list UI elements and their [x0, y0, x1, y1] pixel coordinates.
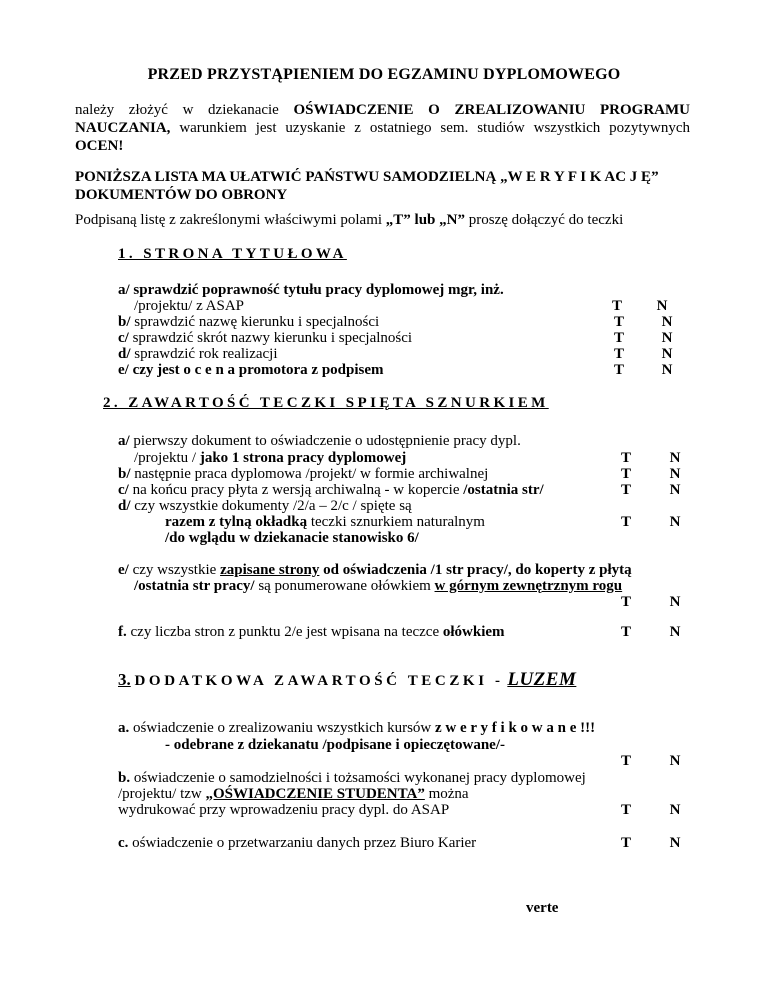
s2-item-f-text: czy liczba stron z punktu 2/e jest wpisana na teczce: [126, 624, 443, 640]
s1-item-d-label: d/: [118, 346, 131, 362]
s1-item-d-text: sprawdzić rok realizacji: [130, 346, 278, 362]
s2-f-mark-t[interactable]: T: [620, 624, 631, 640]
s2-b-mark-n[interactable]: N: [669, 466, 681, 482]
s3-b-mark-n[interactable]: N: [669, 802, 681, 818]
s3-item-b-line3: wydrukować przy wprowadzeniu pracy dypl. do ASAP: [118, 802, 450, 818]
s3-c-mark-t[interactable]: T: [620, 835, 631, 851]
checklist-heading-line1: PONIŻSZA LISTA MA UŁATWIĆ PAŃSTWU SAMODZIELNĄ „W E R Y F I K AC J Ę”: [75, 169, 659, 185]
s1-b-mark-n[interactable]: N: [661, 314, 673, 330]
s2-item-d-label: d/: [118, 498, 131, 514]
section1-heading: 1. STRONA TYTUŁOWA: [118, 246, 347, 262]
s1-b-mark-t[interactable]: T: [613, 314, 624, 330]
s2-item-e-text: czy wszystkie: [128, 562, 221, 578]
intro-text-continued: warunkiem jest uzyskanie z ostatniego sem. studiów wszystkich pozytywnych: [170, 120, 690, 136]
s3-item-a-bold: z w e r y f i k o w a n e !!!: [435, 720, 596, 736]
s1-d-mark-n[interactable]: N: [661, 346, 673, 362]
s1-d-mark-t[interactable]: T: [613, 346, 624, 362]
s3-item-a-text: oświadczenie o zrealizowaniu wszystkich kursów: [129, 720, 435, 736]
s2-e-mark-n[interactable]: N: [669, 594, 681, 610]
s2-item-c-label: c/: [118, 482, 129, 498]
s2-e-mark-t[interactable]: T: [620, 594, 631, 610]
instruction-text-end: proszę dołączyć do teczki: [464, 212, 624, 228]
s2-item-b-label: b/: [118, 466, 131, 482]
s2-d-mark-t[interactable]: T: [620, 514, 631, 530]
s2-item-f-label: f.: [118, 624, 127, 640]
s1-item-c-text: sprawdzić skrót nazwy kierunku i specjalności: [128, 330, 413, 346]
s2-f-mark-n[interactable]: N: [669, 624, 681, 640]
s2-d-mark-n[interactable]: N: [669, 514, 681, 530]
s3-item-b-line2-end: można: [424, 786, 469, 802]
s3-item-b-label: b.: [118, 770, 131, 786]
s2-c-mark-n[interactable]: N: [669, 482, 681, 498]
s2-item-a-line2-text: /projektu /: [134, 450, 200, 466]
s2-item-e-underlined: zapisane strony: [220, 562, 320, 578]
s1-item-b-label: b/: [118, 314, 131, 330]
s2-item-a-line2-bold: jako 1 strona pracy dyplomowej: [199, 450, 407, 466]
s1-item-b-text: sprawdzić nazwę kierunku i specjalności: [130, 314, 380, 330]
section3-heading: [118, 669, 576, 692]
intro-grades: OCEN!: [75, 138, 124, 154]
s1-c-mark-t[interactable]: T: [613, 330, 624, 346]
s2-b-mark-t[interactable]: T: [620, 466, 631, 482]
s2-item-e-label: e/: [118, 562, 129, 578]
s3-item-a-line1: [118, 719, 595, 737]
section3-luzem: LUZEM: [507, 669, 577, 690]
s1-c-mark-n[interactable]: N: [661, 330, 673, 346]
section3-number: 3.: [118, 670, 131, 689]
s2-item-d-line2-text: teczki sznurkiem naturalnym: [307, 514, 485, 530]
s2-c-mark-t[interactable]: T: [620, 482, 631, 498]
s1-a-mark-t[interactable]: T: [611, 298, 622, 314]
s2-item-e-line2-text: są ponumerowane ołówkiem: [254, 578, 435, 594]
intro-text: należy złożyć w dziekanacie: [75, 102, 294, 118]
s2-item-c-text: na końcu pracy płyta z wersją archiwalną - w kopercie: [128, 482, 464, 498]
s3-item-c-label: c.: [118, 835, 129, 851]
s3-item-c: [118, 834, 476, 852]
instruction-marks: „T” lub „N”: [385, 212, 465, 228]
s1-item-a-line2: /projektu/ z ASAP: [134, 298, 245, 314]
s3-a-mark-t[interactable]: T: [620, 753, 631, 769]
s1-e-mark-n[interactable]: N: [661, 362, 673, 378]
checklist-heading-line2: DOKUMENTÓW DO OBRONY: [75, 187, 288, 203]
s2-item-a-text: pierwszy dokument to oświadczenie o udostępnienie pracy dypl.: [129, 433, 521, 449]
s2-item-c-bold: /ostatnia str/: [463, 482, 544, 498]
s3-item-b-line2-underlined: „OŚWIADCZENIE STUDENTA”: [205, 786, 425, 802]
s2-item-b-text: następnie praca dyplomowa /projekt/ w formie archiwalnej: [130, 466, 489, 482]
s2-item-e-bold: od oświadczenia /1 str pracy/, do koperty z płytą: [319, 562, 632, 578]
section3-title: DODATKOWA ZAWARTOŚĆ TECZKI -: [134, 673, 504, 689]
s2-a-mark-t[interactable]: T: [620, 450, 631, 466]
s3-item-c-text: oświadczenie o przetwarzaniu danych przez Biuro Karier: [128, 835, 477, 851]
s3-item-a-line2: - odebrane z dziekanatu /podpisane i opieczętowane/-: [165, 737, 505, 753]
s1-e-mark-t[interactable]: T: [613, 362, 624, 378]
s2-item-d-text: czy wszystkie dokumenty /2/a – 2/c / spięte są: [130, 498, 412, 514]
instruction-line: [75, 211, 623, 229]
s2-item-e-line2-underlined: w górnym zewnętrznym rogu: [434, 578, 623, 594]
s1-item-e: e/ czy jest o c e n a promotora z podpisem: [118, 362, 384, 378]
instruction-text: Podpisaną listę z zakreślonymi właściwymi polami: [75, 212, 386, 228]
s3-a-mark-n[interactable]: N: [669, 753, 681, 769]
section2-heading: 2. ZAWARTOŚĆ TECZKI SPIĘTA SZNURKIEM: [103, 395, 549, 411]
s2-item-d-line3: /do wglądu w dziekanacie stanowisko 6/: [165, 530, 419, 546]
page-title: PRZED PRZYSTĄPIENIEM DO EGZAMINU DYPLOMOWEGO: [147, 66, 621, 83]
s3-item-a-label: a.: [118, 720, 130, 736]
s3-c-mark-n[interactable]: N: [669, 835, 681, 851]
s2-item-a-label: a/: [118, 433, 130, 449]
s1-item-c-label: c/: [118, 330, 129, 346]
s3-b-mark-t[interactable]: T: [620, 802, 631, 818]
s2-a-mark-n[interactable]: N: [669, 450, 681, 466]
s2-item-f-bold: ołówkiem: [442, 624, 505, 640]
s3-item-b-text: oświadczenie o samodzielności i tożsamości wykonanej pracy dyplomowej: [130, 770, 586, 786]
footer-verte: verte: [526, 900, 559, 916]
s2-item-f: [118, 623, 505, 641]
s3-item-b-line2-text: /projektu/ tzw: [118, 786, 206, 802]
s2-item-d-line2-bold: razem z tylną okładką: [165, 514, 308, 530]
intro-paragraph: [75, 101, 690, 155]
s2-item-e-line2-bold: /ostatnia str pracy/: [134, 578, 255, 594]
s2-item-a-line1: [118, 432, 521, 450]
s1-item-a-line1: a/ sprawdzić poprawność tytułu pracy dyplomowej mgr, inż.: [118, 282, 504, 298]
intro-bold-statement: OŚWIADCZENIE O ZREALIZOWANIU PROGRAMU NAUCZANIA,: [75, 102, 690, 136]
s2-item-e-line2: [134, 577, 622, 595]
s1-a-mark-n[interactable]: N: [656, 298, 668, 314]
